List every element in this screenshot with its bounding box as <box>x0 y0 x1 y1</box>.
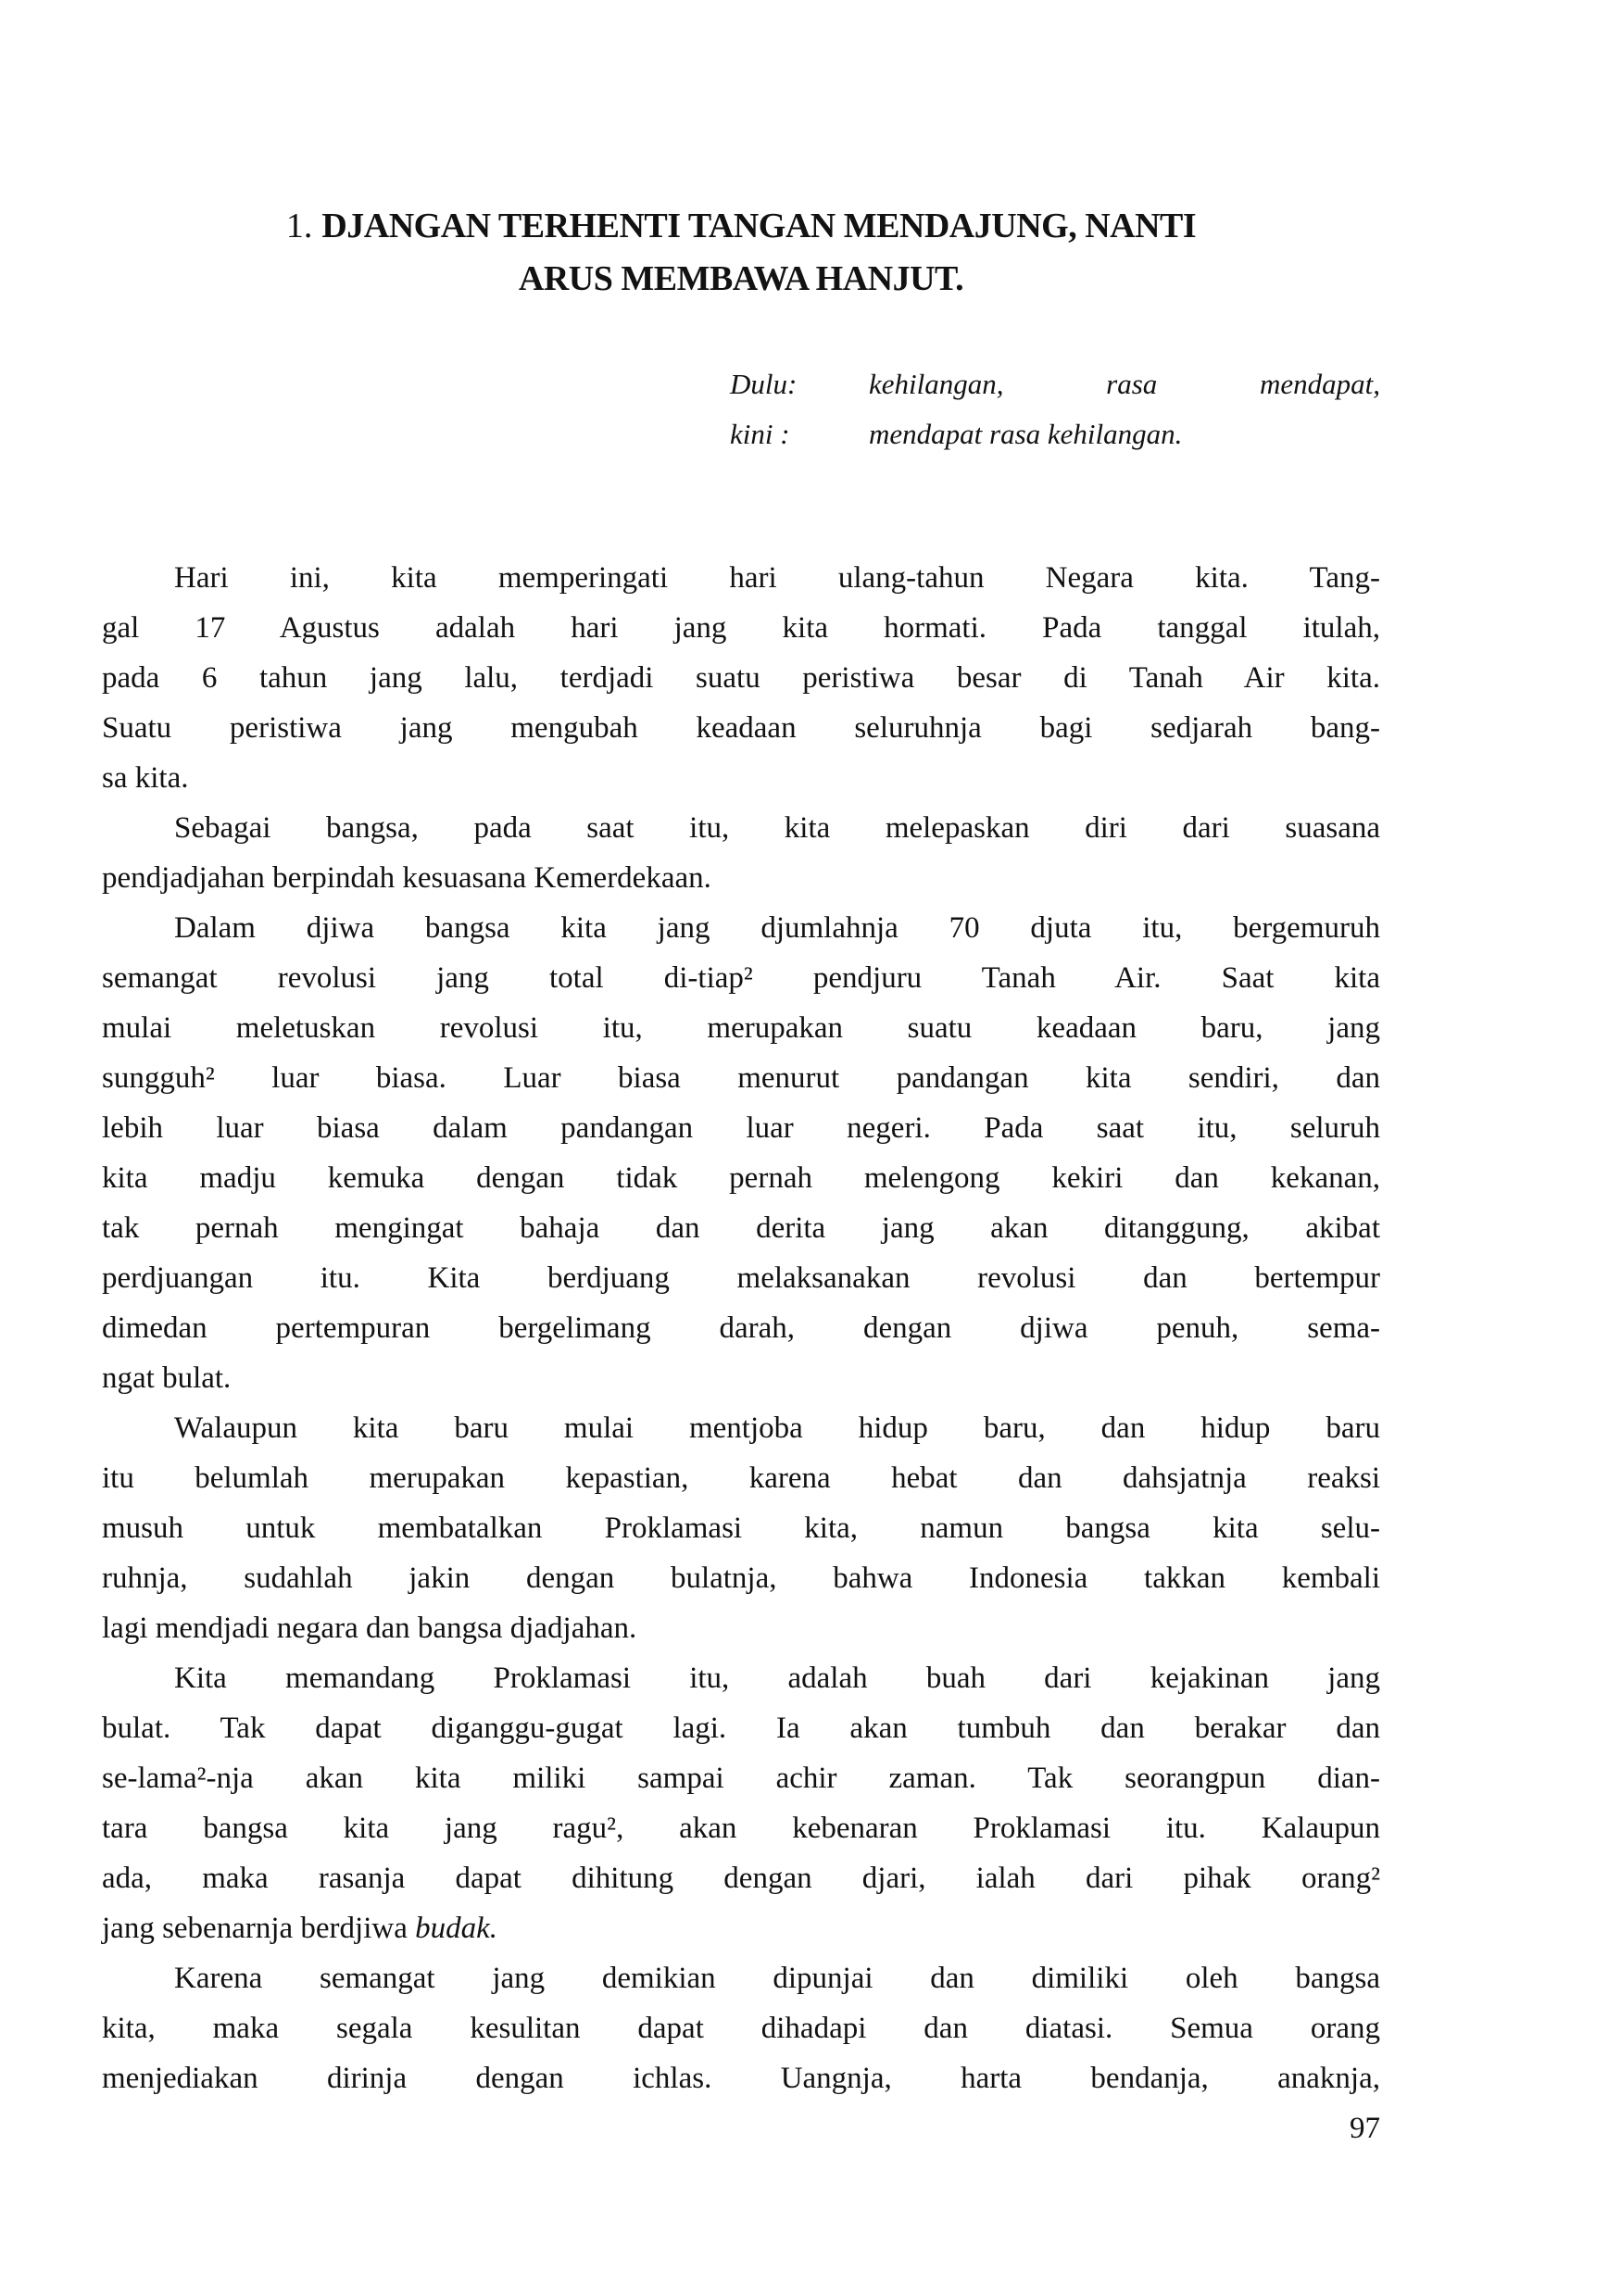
text-line: ruhnja, sudahlah jakin dengan bulatnja, bahwa Indonesia takkan kembali <box>102 1562 1380 1595</box>
text-line: ada, maka rasanja dapat dihitung dengan djari, ialah dari pihak orang² <box>102 1862 1380 1895</box>
page-number: 97 <box>1350 2112 1380 2145</box>
text-line: pada 6 tahun jang lalu, terdjadi suatu peristiwa besar di Tanah Air kita. <box>102 661 1380 695</box>
text-line: tak pernah mengingat bahaja dan derita jang akan ditanggung, akibat <box>102 1211 1380 1245</box>
text-line: gal 17 Agustus adalah hari jang kita hormati. Pada tanggal itulah, <box>102 611 1380 645</box>
text-line: semangat revolusi jang total di-tiap² pendjuru Tanah Air. Saat kita <box>102 961 1380 995</box>
epigraph-word: rasa <box>1106 368 1158 400</box>
paragraph <box>102 903 1380 1403</box>
text-line: bulat. Tak dapat diganggu-gugat lagi. Ia akan tumbuh dan berakar dan <box>102 1712 1380 1745</box>
text-line: sa kita. <box>102 761 189 795</box>
epigraph-word: kehilangan, <box>869 368 1004 400</box>
text-line: Sebagai bangsa, pada saat itu, kita melepaskan diri dari suasana <box>174 811 1380 845</box>
paragraph <box>102 803 1380 903</box>
text-line: tara bangsa kita jang ragu², akan kebenaran Proklamasi itu. Kalaupun <box>102 1812 1380 1845</box>
epigraph-word: mendapat, <box>1259 368 1380 400</box>
epigraph-line-1 <box>730 359 1380 409</box>
text-line: pendjadjahan berpindah kesuasana Kemerdekaan. <box>102 861 711 895</box>
epigraph-label: kini : <box>730 418 790 450</box>
text-line: musuh untuk membatalkan Proklamasi kita, namun bangsa kita selu- <box>102 1512 1380 1545</box>
text-line: menjediakan dirinja dengan ichlas. Uangnja, harta bendanja, anaknja, <box>102 2062 1380 2095</box>
title-line-2: ARUS MEMBAWA HANJUT. <box>518 259 964 298</box>
text-line: sungguh² luar biasa. Luar biasa menurut pandangan kita sendiri, dan <box>102 1061 1380 1095</box>
paragraph <box>102 1403 1380 1653</box>
paragraph <box>102 1953 1380 2103</box>
text-line: se-lama²-nja akan kita miliki sampai achir zaman. Tak seorangpun dian- <box>102 1762 1380 1795</box>
text-line: kita madju kemuka dengan tidak pernah melengong kekiri dan kekanan, <box>102 1161 1380 1195</box>
text-line: ngat bulat. <box>102 1361 232 1395</box>
text-line: itu belumlah merupakan kepastian, karena hebat dan dahsjatnja reaksi <box>102 1462 1380 1495</box>
text-line: kita, maka segala kesulitan dapat dihadapi dan diatasi. Semua orang <box>102 2012 1380 2045</box>
text-line: dimedan pertempuran bergelimang darah, dengan djiwa penuh, sema- <box>102 1311 1380 1345</box>
text-line: Walaupun kita baru mulai mentjoba hidup baru, dan hidup baru <box>174 1411 1380 1445</box>
title-number: 1. <box>285 207 313 245</box>
paragraph <box>102 1653 1380 1953</box>
epigraph-text: mendapat rasa kehilangan. <box>869 418 1183 450</box>
text-line: lebih luar biasa dalam pandangan luar negeri. Pada saat itu, seluruh <box>102 1111 1380 1145</box>
text-line: perdjuangan itu. Kita berdjuang melaksanakan revolusi dan bertempur <box>102 1261 1380 1295</box>
epigraph-label: Dulu: <box>730 368 798 400</box>
text-line: Suatu peristiwa jang mengubah keadaan seluruhnja bagi sedjarah bang- <box>102 711 1380 745</box>
epigraph <box>730 359 1380 459</box>
text-line-prefix: jang sebenarnja berdjiwa <box>102 1912 416 1945</box>
text-line: Kita memandang Proklamasi itu, adalah buah dari kejakinan jang <box>174 1662 1380 1695</box>
epigraph-line-2 <box>730 409 1380 459</box>
paragraph <box>102 553 1380 803</box>
text-line: Dalam djiwa bangsa kita jang djumlahnja 70 djuta itu, bergemuruh <box>174 911 1380 945</box>
italic-word: budak. <box>415 1912 498 1945</box>
text-line: Hari ini, kita memperingati hari ulang-tahun Negara kita. Tang- <box>174 561 1380 595</box>
text-line: Karena semangat jang demikian dipunjai dan dimiliki oleh bangsa <box>174 1962 1380 1995</box>
epigraph-words <box>869 359 1380 409</box>
title-line-1 <box>102 200 1380 253</box>
body-text <box>102 553 1380 2153</box>
text-line: lagi mendjadi negara dan bangsa djadjahan. <box>102 1612 637 1645</box>
chapter-title <box>102 200 1380 306</box>
text-line <box>102 1903 1380 1953</box>
title-line-1-text: DJANGAN TERHENTI TANGAN MENDAJUNG, NANTI <box>321 207 1197 245</box>
text-line: mulai meletuskan revolusi itu, merupakan suatu keadaan baru, jang <box>102 1011 1380 1045</box>
